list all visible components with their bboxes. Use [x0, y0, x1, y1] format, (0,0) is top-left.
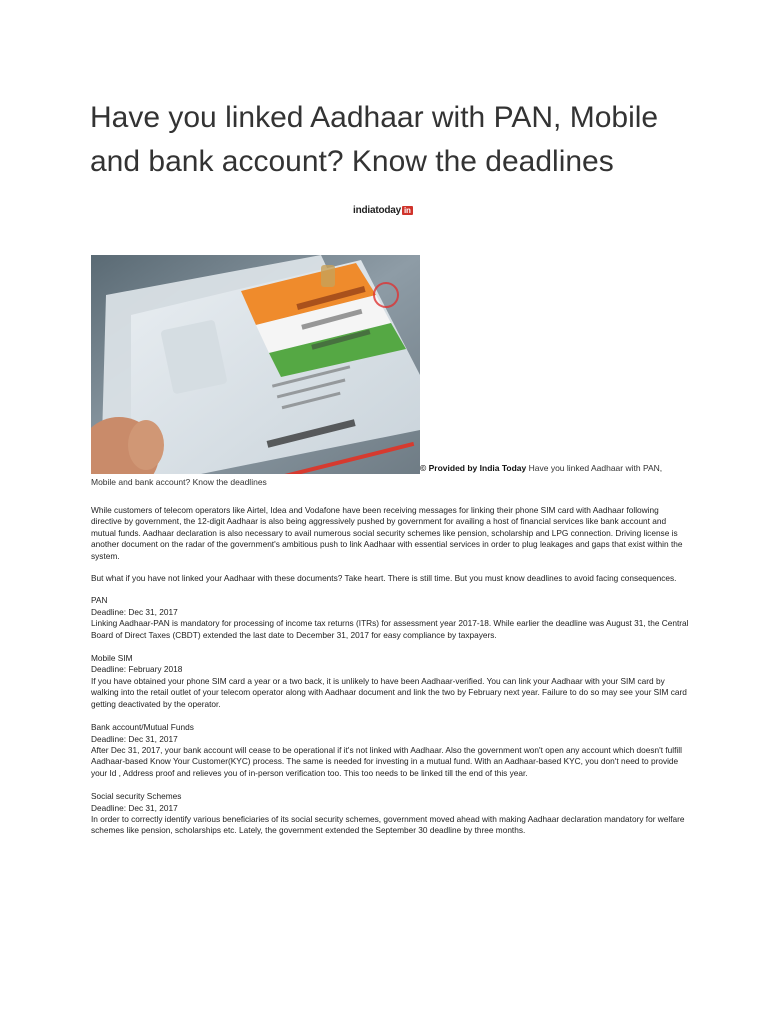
logo-text: indiatoday: [353, 205, 402, 216]
section-body: After Dec 31, 2017, your bank account will cease to be operational if it's not linked with Aadhaar. Also the government won't open any account which doesn't fulfill Aadhaar-based Know Your Customer(KYC) process. The same is needed for investing in a mutual fund. With an Aadhaar-based KYC, you don't need to provide your Id , Address proof and relieves you of in-person verification too. This too needs to be linked till the end of this year.: [91, 744, 682, 778]
section-title: Mobile SIM: [91, 653, 133, 664]
section-title: Bank account/Mutual Funds: [91, 722, 194, 733]
intro-paragraph: But what if you have not linked your Aadhaar with these documents? Take heart. There is still time. But you must know deadlines to avoid facing consequences.: [91, 573, 677, 584]
image-caption-continued: Mobile and bank account? Know the deadlines: [91, 477, 267, 487]
section-social-security: [91, 791, 691, 837]
section-body: Linking Aadhaar-PAN is mandatory for processing of income tax returns (ITRs) for assessment year 2017-18. While earlier the deadline was August 31, the Central Board of Direct Taxes (CBDT) extended the last date to December 31, 2017 for easy compliance by taxpayers.: [91, 618, 689, 640]
intro-paragraph: While customers of telecom operators like Airtel, Idea and Vodafone have been receiving messages for linking their phone SIM card with Aadhaar following directive by government, the 12-digit Aadhaar is also being aggressively pushed by government for availing a host of financial services like bank account and mutual funds. Aadhaar declaration is also necessary to avail numerous social security schemes like pension, scholarship and LPG connection. Driving license is another document on the radar of the government's ambitious push to link Aadhaar with essential services in order to plug leakages and gaps that exist within the system.: [91, 505, 683, 561]
caption-text: Have you linked Aadhaar with PAN,: [528, 463, 663, 473]
caption-provider[interactable]: © Provided by India Today: [420, 463, 527, 473]
india-today-logo[interactable]: [353, 205, 413, 216]
article-title: Have you linked Aadhaar with PAN, Mobile and bank account? Know the deadlines: [90, 101, 659, 178]
section-body: If you have obtained your phone SIM card a year or a two back, it is unlikely to have been Aadhaar-verified. You can link your Aadhaar with your SIM card by walking into the retail outlet of your telecom operator along with Aadhaar document and link the two by February next year. Failure to do so may see your SIM card getting deactivated by the operator.: [91, 675, 687, 709]
section-mobile-sim: [91, 653, 691, 710]
section-bank-account: [91, 722, 691, 779]
section-deadline: Deadline: Dec 31, 2017: [91, 606, 178, 617]
image-caption: [420, 463, 662, 473]
section-pan: [91, 595, 691, 641]
section-title: Social security Schemes: [91, 791, 182, 802]
section-deadline: Deadline: Dec 31, 2017: [91, 733, 178, 744]
section-deadline: Deadline: Dec 31, 2017: [91, 802, 178, 813]
aadhaar-card-photo: [91, 255, 420, 474]
section-body: In order to correctly identify various beneficiaries of its social security schemes, government moved ahead with making Aadhaar declaration mandatory for welfare schemes like pension, scholarships etc. Lately, the government extended the September 30 deadline by three months.: [91, 813, 685, 836]
section-title: PAN: [91, 595, 108, 606]
section-deadline: Deadline: February 2018: [91, 664, 183, 675]
article-body: [91, 505, 691, 849]
logo-badge: in: [404, 206, 411, 215]
